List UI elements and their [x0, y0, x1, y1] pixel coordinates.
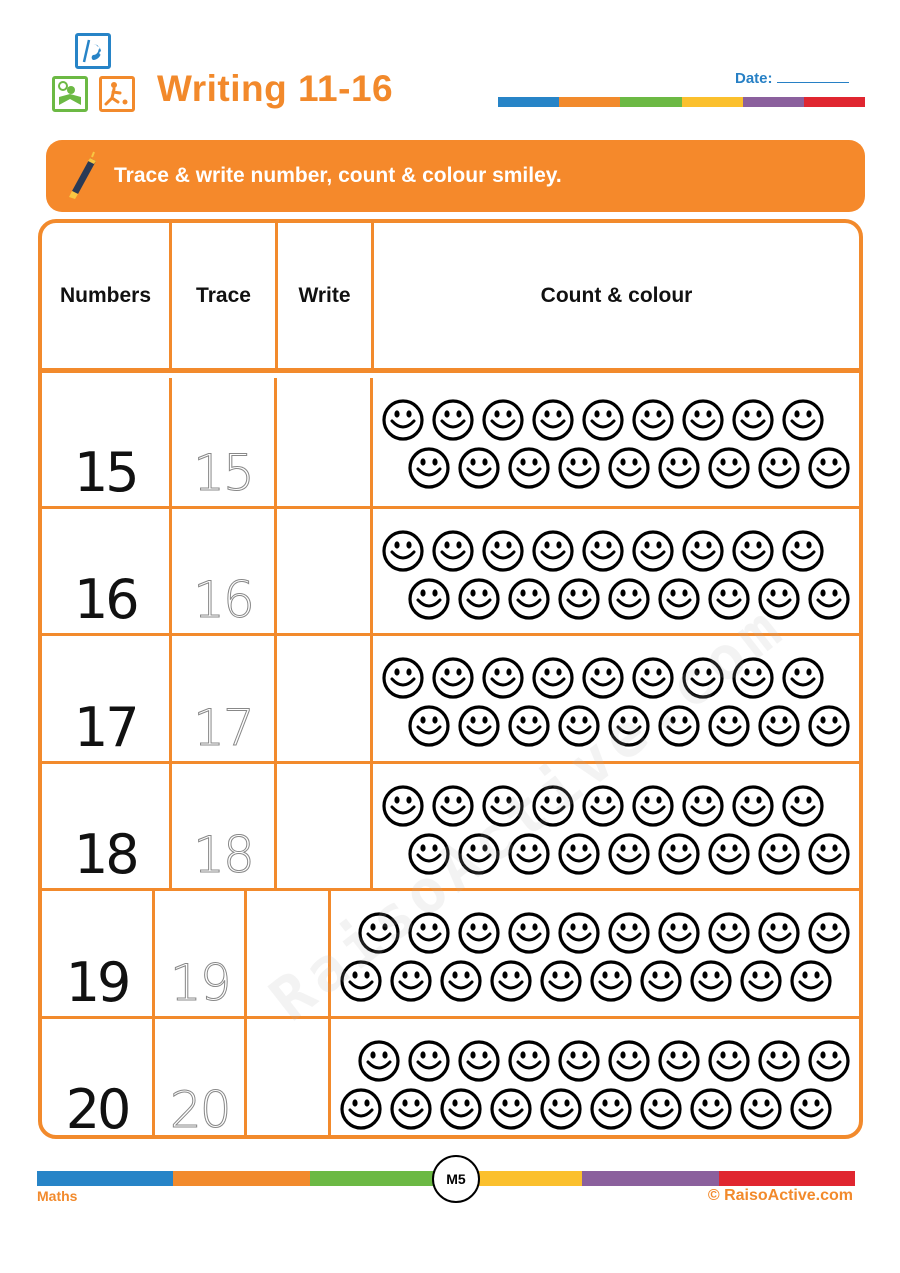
smiley-face-icon[interactable]: [605, 704, 653, 748]
smiley-face-icon[interactable]: [687, 1087, 735, 1131]
smiley-face-icon[interactable]: [379, 398, 427, 442]
smiley-face-icon[interactable]: [587, 1087, 635, 1131]
smiley-face-icon[interactable]: [487, 1087, 535, 1131]
smiley-face-icon[interactable]: [687, 959, 735, 1003]
table-row: [42, 888, 859, 1016]
smiley-face-icon[interactable]: [405, 911, 453, 955]
number-cell: 16: [42, 509, 172, 634]
number-cell: 19: [42, 891, 155, 1016]
number-cell: 20: [42, 1019, 155, 1140]
smiley-face-icon[interactable]: [455, 911, 503, 955]
count-colour-cell: [373, 378, 859, 506]
smiley-face-icon[interactable]: [555, 704, 603, 748]
table-row: [42, 378, 859, 506]
table-row: [42, 633, 859, 761]
smiley-face-icon[interactable]: [379, 529, 427, 573]
smiley-face-icon[interactable]: [455, 446, 503, 490]
watermark: RaisoActive.com: [257, 590, 799, 1036]
smiley-face-icon[interactable]: [805, 1039, 853, 1083]
number-cell: 18: [42, 764, 172, 889]
smiley-face-icon[interactable]: [455, 832, 503, 876]
smiley-face-icon[interactable]: [587, 959, 635, 1003]
smiley-face-icon[interactable]: [755, 446, 803, 490]
write-cell[interactable]: [277, 378, 373, 506]
smiley-face-icon[interactable]: [605, 577, 653, 621]
smiley-face-icon[interactable]: [505, 911, 553, 955]
top-color-stripe: [498, 97, 865, 107]
smiley-face-icon[interactable]: [805, 704, 853, 748]
column-header-trace: Trace: [172, 223, 278, 368]
page-title: Writing 11-16: [157, 68, 394, 109]
smiley-row-bottom: [379, 446, 853, 490]
smiley-face-icon[interactable]: [605, 911, 653, 955]
count-colour-cell: [373, 509, 859, 634]
trace-cell[interactable]: 15: [172, 378, 278, 506]
smiley-face-icon[interactable]: [729, 529, 777, 573]
smiley-face-icon[interactable]: [387, 1087, 435, 1131]
smiley-face-icon[interactable]: [505, 704, 553, 748]
smiley-face-icon[interactable]: [779, 656, 827, 700]
smiley-face-icon[interactable]: [479, 398, 527, 442]
write-cell[interactable]: [277, 764, 373, 889]
date-blank-line[interactable]: [777, 82, 849, 83]
smiley-face-icon[interactable]: [705, 446, 753, 490]
smiley-face-icon[interactable]: [479, 656, 527, 700]
smiley-face-icon[interactable]: [555, 911, 603, 955]
column-header-write: Write: [278, 223, 374, 368]
smiley-face-icon[interactable]: [405, 832, 453, 876]
smiley-row-top: [379, 784, 853, 828]
smiley-face-icon[interactable]: [579, 656, 627, 700]
count-colour-cell: [331, 1019, 859, 1140]
smiley-face-icon[interactable]: [379, 784, 427, 828]
smiley-face-icon[interactable]: [455, 704, 503, 748]
smiley-face-icon[interactable]: [655, 704, 703, 748]
smiley-face-icon[interactable]: [729, 656, 777, 700]
trace-cell[interactable]: 17: [172, 636, 278, 761]
smiley-face-icon[interactable]: [405, 704, 453, 748]
smiley-face-icon[interactable]: [629, 656, 677, 700]
smiley-face-icon[interactable]: [579, 529, 627, 573]
smiley-face-icon[interactable]: [555, 832, 603, 876]
smiley-face-icon[interactable]: [379, 656, 427, 700]
smiley-face-icon[interactable]: [679, 656, 727, 700]
reading-child-icon: [52, 76, 88, 112]
count-colour-cell: [373, 636, 859, 761]
smiley-face-icon[interactable]: [755, 1039, 803, 1083]
smiley-face-icon[interactable]: [579, 784, 627, 828]
smiley-face-icon[interactable]: [655, 446, 703, 490]
smiley-face-icon[interactable]: [755, 911, 803, 955]
marker-pen-icon: [64, 150, 106, 202]
smiley-face-icon[interactable]: [387, 959, 435, 1003]
footer-copyright: © RaisoActive.com: [707, 1187, 853, 1204]
smiley-face-icon[interactable]: [555, 446, 603, 490]
smiley-face-icon[interactable]: [629, 398, 677, 442]
smiley-face-icon[interactable]: [679, 398, 727, 442]
smiley-face-icon[interactable]: [655, 832, 703, 876]
instruction-banner: [46, 140, 865, 212]
column-header-count-colour: Count & colour: [540, 283, 693, 307]
smiley-face-icon[interactable]: [605, 1039, 653, 1083]
smiley-face-icon[interactable]: [529, 656, 577, 700]
smiley-row-top: [379, 529, 853, 573]
smiley-face-icon[interactable]: [405, 446, 453, 490]
smiley-face-icon[interactable]: [705, 832, 753, 876]
smiley-face-icon[interactable]: [729, 398, 777, 442]
smiley-face-icon[interactable]: [637, 1087, 685, 1131]
smiley-face-icon[interactable]: [505, 1039, 553, 1083]
smiley-face-icon[interactable]: [429, 398, 477, 442]
smiley-face-icon[interactable]: [437, 1087, 485, 1131]
smiley-face-icon[interactable]: [805, 832, 853, 876]
table-row: [42, 1016, 859, 1140]
smiley-face-icon[interactable]: [755, 704, 803, 748]
smiley-face-icon[interactable]: [529, 529, 577, 573]
worksheet-table: [38, 219, 863, 1139]
smiley-face-icon[interactable]: [629, 784, 677, 828]
smiley-face-icon[interactable]: [805, 911, 853, 955]
smiley-face-icon[interactable]: [755, 577, 803, 621]
smiley-face-icon[interactable]: [629, 529, 677, 573]
smiley-face-icon[interactable]: [787, 1087, 835, 1131]
smiley-face-icon[interactable]: [529, 784, 577, 828]
smiley-face-icon[interactable]: [637, 959, 685, 1003]
smiley-face-icon[interactable]: [737, 959, 785, 1003]
smiley-face-icon[interactable]: [505, 832, 553, 876]
smiley-face-icon[interactable]: [429, 529, 477, 573]
smiley-face-icon[interactable]: [679, 784, 727, 828]
table-header-row: [42, 223, 859, 373]
smiley-face-icon[interactable]: [755, 832, 803, 876]
smiley-row-top: [379, 656, 853, 700]
smiley-face-icon[interactable]: [705, 1039, 753, 1083]
trace-cell[interactable]: 19: [155, 891, 247, 1016]
trace-cell[interactable]: 20: [155, 1019, 247, 1140]
trace-cell[interactable]: 16: [172, 509, 278, 634]
smiley-face-icon[interactable]: [537, 959, 585, 1003]
smiley-face-icon[interactable]: [655, 911, 703, 955]
smiley-face-icon[interactable]: [779, 784, 827, 828]
count-colour-cell: [331, 891, 859, 1016]
smiley-row-bottom: [379, 577, 853, 621]
smiley-face-icon[interactable]: [705, 577, 753, 621]
date-field[interactable]: [735, 70, 849, 87]
instruction-text: Trace & write number, count & colour smiley.: [114, 164, 562, 187]
smiley-face-icon[interactable]: [737, 1087, 785, 1131]
count-colour-cell: [373, 764, 859, 889]
smiley-face-icon[interactable]: [429, 656, 477, 700]
smiley-face-icon[interactable]: [355, 911, 403, 955]
table-row: [42, 761, 859, 889]
smiley-face-icon[interactable]: [505, 577, 553, 621]
write-cell[interactable]: [247, 891, 331, 1016]
smiley-face-icon[interactable]: [555, 577, 603, 621]
write-cell[interactable]: [247, 1019, 331, 1140]
smiley-face-icon[interactable]: [479, 529, 527, 573]
smiley-face-icon[interactable]: [405, 577, 453, 621]
smiley-face-icon[interactable]: [479, 784, 527, 828]
column-header-numbers: Numbers: [42, 223, 172, 368]
smiley-face-icon[interactable]: [805, 446, 853, 490]
smiley-face-icon[interactable]: [355, 1039, 403, 1083]
trace-cell[interactable]: 18: [172, 764, 278, 889]
smiley-face-icon[interactable]: [337, 1087, 385, 1131]
smiley-face-icon[interactable]: [529, 398, 577, 442]
table-row: [42, 506, 859, 634]
smiley-face-icon[interactable]: [655, 1039, 703, 1083]
footer-subject: Maths: [37, 1188, 78, 1204]
smiley-face-icon[interactable]: [429, 784, 477, 828]
write-cell[interactable]: [277, 509, 373, 634]
smiley-face-icon[interactable]: [655, 577, 703, 621]
smiley-face-icon[interactable]: [787, 959, 835, 1003]
smiley-row-bottom: [379, 832, 853, 876]
smiley-face-icon[interactable]: [455, 577, 503, 621]
smiley-face-icon[interactable]: [579, 398, 627, 442]
smiley-face-icon[interactable]: [779, 398, 827, 442]
page-code-badge: M5: [432, 1155, 480, 1203]
smiley-row-top: [337, 1039, 853, 1083]
smiley-row-bottom: [337, 959, 853, 1003]
smiley-row-top: [337, 911, 853, 955]
smiley-face-icon[interactable]: [605, 446, 653, 490]
running-child-icon: [99, 76, 135, 112]
write-cell[interactable]: [277, 636, 373, 761]
smiley-face-icon[interactable]: [805, 577, 853, 621]
smiley-face-icon[interactable]: [405, 1039, 453, 1083]
brand-logo: [52, 33, 148, 113]
smiley-face-icon[interactable]: [605, 832, 653, 876]
smiley-face-icon[interactable]: [555, 1039, 603, 1083]
smiley-face-icon[interactable]: [437, 959, 485, 1003]
smiley-face-icon[interactable]: [679, 529, 727, 573]
smiley-face-icon[interactable]: [505, 446, 553, 490]
smiley-face-icon[interactable]: [729, 784, 777, 828]
smiley-face-icon[interactable]: [487, 959, 535, 1003]
palette-icon: [75, 33, 111, 69]
date-label: Date:: [735, 70, 773, 87]
smiley-face-icon[interactable]: [705, 911, 753, 955]
smiley-face-icon[interactable]: [779, 529, 827, 573]
smiley-face-icon[interactable]: [537, 1087, 585, 1131]
smiley-face-icon[interactable]: [455, 1039, 503, 1083]
smiley-row-top: [379, 398, 853, 442]
smiley-row-bottom: [379, 704, 853, 748]
number-cell: 17: [42, 636, 172, 761]
smiley-row-bottom: [337, 1087, 853, 1131]
smiley-face-icon[interactable]: [705, 704, 753, 748]
number-cell: 15: [42, 378, 172, 506]
smiley-face-icon[interactable]: [337, 959, 385, 1003]
